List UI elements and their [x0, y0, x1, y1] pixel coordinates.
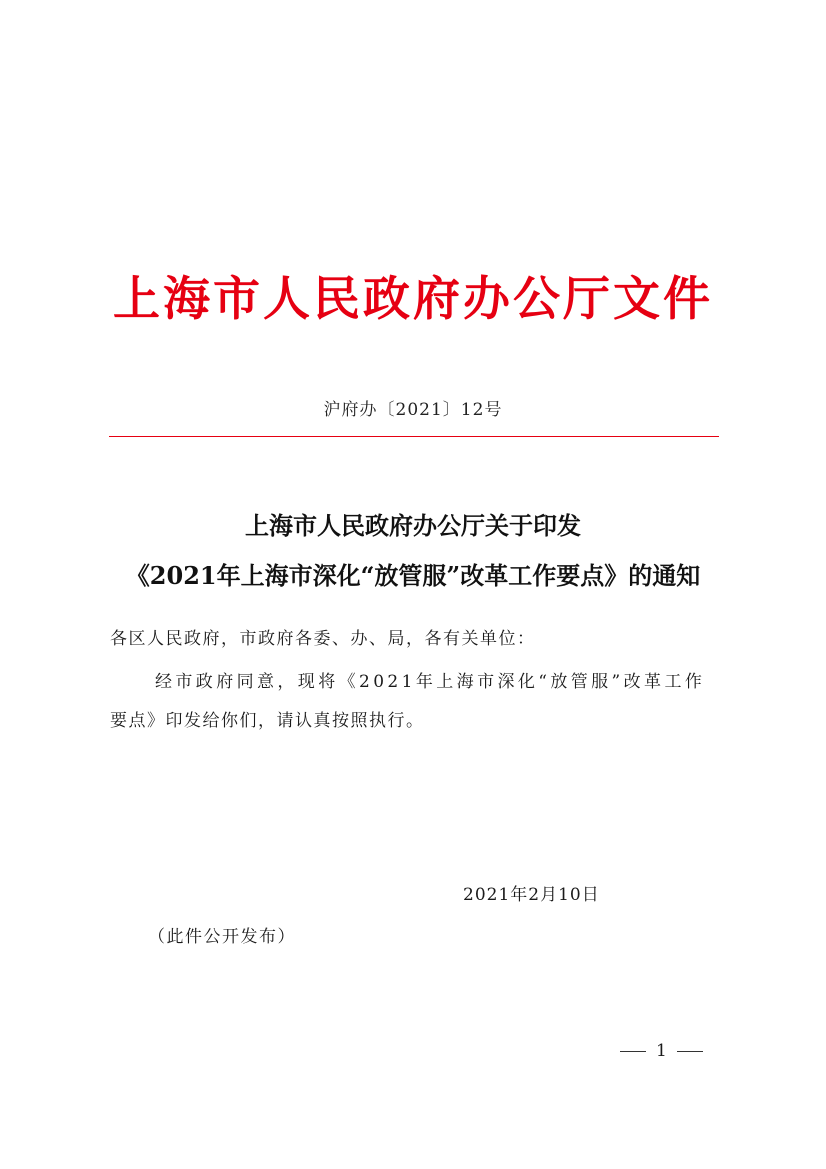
- body-paragraph-line-1: 经市政府同意，现将《2021年上海市深化“放管服”改革工作: [155, 672, 706, 692]
- page-number: 1: [656, 1041, 667, 1061]
- body-paragraph-line-2: 要点》印发给你们，请认真按照执行。: [110, 711, 425, 731]
- salutation: 各区人民政府，市政府各委、办、局，各有关单位：: [110, 629, 536, 649]
- notice-title-line-1: 上海市人民政府办公厅关于印发: [245, 511, 581, 540]
- document-number: 沪府办〔2021〕12号: [323, 400, 503, 420]
- left-dash: [620, 1051, 646, 1052]
- publication-note: （此件公开发布）: [148, 927, 296, 947]
- notice-title-line-2: 《2021年上海市深化“放管服”改革工作要点》的通知: [125, 561, 701, 590]
- masthead-title: 上海市人民政府办公厅文件: [113, 272, 713, 327]
- issue-date: 2021年2月10日: [463, 885, 600, 905]
- right-dash: [677, 1051, 703, 1052]
- red-separator-line: [109, 436, 719, 437]
- page-number-footer: [620, 1039, 703, 1063]
